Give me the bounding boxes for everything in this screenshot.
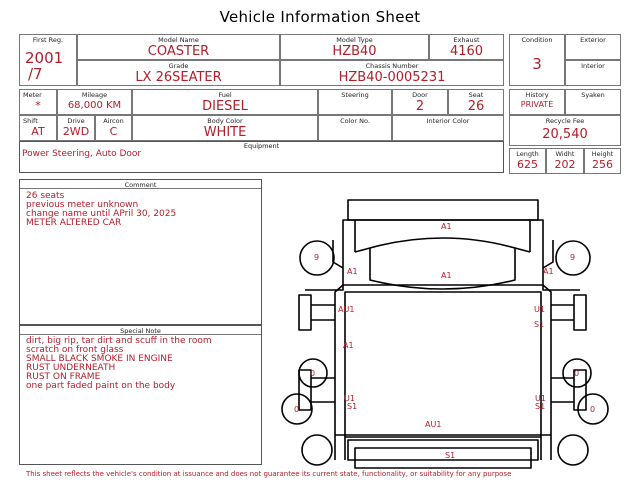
mark-left-s1: S1 [347, 402, 358, 411]
syaken-label: Syaken [581, 91, 605, 99]
meter-value: * [35, 99, 41, 112]
special-note-line-5: RUST ON FRAME [26, 372, 101, 382]
meter-cell [19, 89, 57, 115]
mark-left-u1: U1 [344, 394, 355, 403]
recycle-fee-label: Recycle Fee [545, 117, 585, 125]
mark-wheel-ml: 0 [310, 369, 316, 378]
wheel-bottom-right [558, 435, 588, 465]
syaken-cell [565, 89, 621, 115]
mark-left-a1-1: A1 [347, 267, 358, 276]
color-no-label: Color No. [340, 117, 370, 125]
height-cell [584, 148, 621, 174]
comment-line-3: change name until APril 30, 2025 [26, 209, 177, 219]
comment-line-4: METER ALTERED CAR [26, 218, 122, 228]
history-label: History [525, 91, 549, 99]
interior-color-label: Interior Color [426, 117, 470, 125]
interior-color-cell [392, 115, 504, 141]
mark-wheel-mr: 0 [574, 369, 580, 378]
color-no-cell [318, 115, 392, 141]
condition-cell [509, 34, 565, 86]
condition-value: 3 [532, 55, 542, 73]
interior-label: Interior [581, 62, 605, 70]
chassis-cell [280, 60, 504, 86]
wheel-bottom-left [302, 435, 332, 465]
recycle-fee-value: 20,540 [542, 127, 588, 142]
body-color-value: WHITE [203, 125, 247, 140]
steering-label: Steering [341, 91, 369, 99]
mark-wheel-fl: 9 [314, 253, 320, 262]
special-note-line-3: SMALL BLACK SMOKE IN ENGINE [26, 354, 173, 364]
seat-cell [448, 89, 504, 115]
comment-label: Comment [124, 181, 157, 189]
disclaimer-footer: This sheet reflects the vehicle's condition at issuance and does not guarantee its current state, functionality, or suitability for any purpose [26, 470, 512, 478]
drive-label: Drive [67, 117, 85, 125]
first-reg-label: First Reg. [32, 36, 64, 44]
exterior-cell [565, 34, 621, 60]
comment-line-1: 26 seats [26, 191, 65, 201]
first-reg-month: /7 [28, 65, 43, 83]
right-front-bumper-side [574, 295, 586, 330]
aircon-cell [95, 115, 132, 141]
interior-cell [565, 60, 621, 86]
roof-front-outline [348, 200, 538, 220]
left-front-bumper-side [299, 295, 311, 330]
steering-cell [318, 89, 392, 115]
aircon-label: Aircon [103, 117, 124, 125]
exterior-label: Exterior [580, 36, 606, 44]
model-type-cell [280, 34, 429, 60]
chassis-value: HZB40-0005231 [338, 70, 446, 85]
mark-left-a1-2: A1 [343, 341, 354, 350]
drive-value: 2WD [62, 125, 90, 138]
length-label: Length [516, 150, 539, 158]
model-name-label: Model Name [158, 36, 199, 44]
mileage-label: Mileage [81, 91, 108, 99]
special-note-line-1: dirt, big rip, tar dirt and scuff in the room [26, 336, 212, 346]
mark-left-au1: AU1 [338, 305, 355, 314]
grade-value: LX 26SEATER [135, 70, 222, 85]
shift-label: Shift [23, 117, 38, 125]
fuel-cell [132, 89, 318, 115]
mark-top-a1: A1 [441, 222, 452, 231]
mark-right-u1-1: U1 [534, 305, 545, 314]
model-name-cell [77, 34, 280, 60]
length-value: 625 [517, 158, 538, 171]
fuel-label: Fuel [218, 91, 232, 99]
special-note-line-4: RUST UNDERNEATH [26, 363, 116, 373]
special-note-label: Special Note [120, 327, 161, 335]
meter-label: Meter [23, 91, 42, 99]
seat-label: Seat [468, 91, 484, 99]
body-color-cell [132, 115, 318, 141]
comment-line-2: previous meter unknown [26, 200, 139, 210]
grade-cell [77, 60, 280, 86]
mark-right-a1-1: A1 [543, 267, 554, 276]
width-value: 202 [554, 158, 576, 171]
exhaust-cell [429, 34, 504, 60]
mark-right-s1-1: S1 [534, 320, 545, 329]
height-value: 256 [592, 158, 613, 171]
height-label: Height [591, 150, 614, 158]
mark-wheel-rr: 0 [590, 405, 596, 414]
equipment-value: Power Steering, Auto Door [22, 149, 142, 159]
model-type-value: HZB40 [332, 44, 377, 59]
history-value: PRIVATE [520, 100, 554, 109]
mark-wheel-fr: 9 [570, 253, 576, 262]
width-cell [546, 148, 584, 174]
sheet-title: Vehicle Information Sheet [219, 8, 421, 26]
exhaust-value: 4160 [449, 44, 484, 59]
grade-label: Grade [168, 62, 189, 70]
special-note-line-2: scratch on front glass [26, 345, 124, 355]
drive-cell [57, 115, 95, 141]
door-cell [392, 89, 448, 115]
history-cell [509, 89, 565, 115]
aircon-value: C [109, 125, 118, 138]
mileage-value: 68,000 KM [67, 100, 122, 111]
recycle-fee-cell [509, 115, 621, 146]
seat-value: 26 [467, 99, 485, 114]
condition-label: Condition [521, 36, 553, 44]
special-note-block [19, 325, 262, 465]
body-color-label: Body Color [207, 117, 243, 125]
model-type-label: Model Type [336, 36, 373, 44]
mileage-cell [57, 89, 132, 115]
rear-bumper-outline [355, 448, 531, 468]
roof-main-outline [345, 292, 541, 437]
first-reg-year: 2001 [25, 49, 64, 67]
first-reg-cell [19, 34, 77, 86]
windshield [370, 238, 515, 289]
mark-center-a1: A1 [441, 271, 452, 280]
chassis-label: Chassis Number [365, 62, 419, 70]
exhaust-label: Exhaust [453, 36, 480, 44]
windshield-corners [355, 248, 530, 252]
comment-block [19, 179, 262, 325]
rear-roof-outline [348, 440, 538, 460]
special-note-line-6: one part faded paint on the body [26, 381, 176, 391]
mark-bottom-s1: S1 [445, 451, 456, 460]
mark-bottom-au1: AU1 [425, 420, 442, 429]
door-label: Door [412, 91, 428, 99]
side-mirrors [333, 240, 553, 268]
length-cell [509, 148, 546, 174]
shift-cell [19, 115, 57, 141]
model-name-value: COASTER [147, 44, 210, 59]
width-label: Widht [555, 150, 575, 158]
equipment-label: Equipment [243, 142, 280, 150]
shift-value: AT [31, 125, 45, 138]
mark-right-s1-2: S1 [535, 402, 546, 411]
fuel-value: DIESEL [202, 99, 248, 114]
door-value: 2 [415, 99, 425, 114]
mark-right-u1-2: U1 [535, 394, 546, 403]
mark-wheel-rl: 0 [294, 405, 300, 414]
